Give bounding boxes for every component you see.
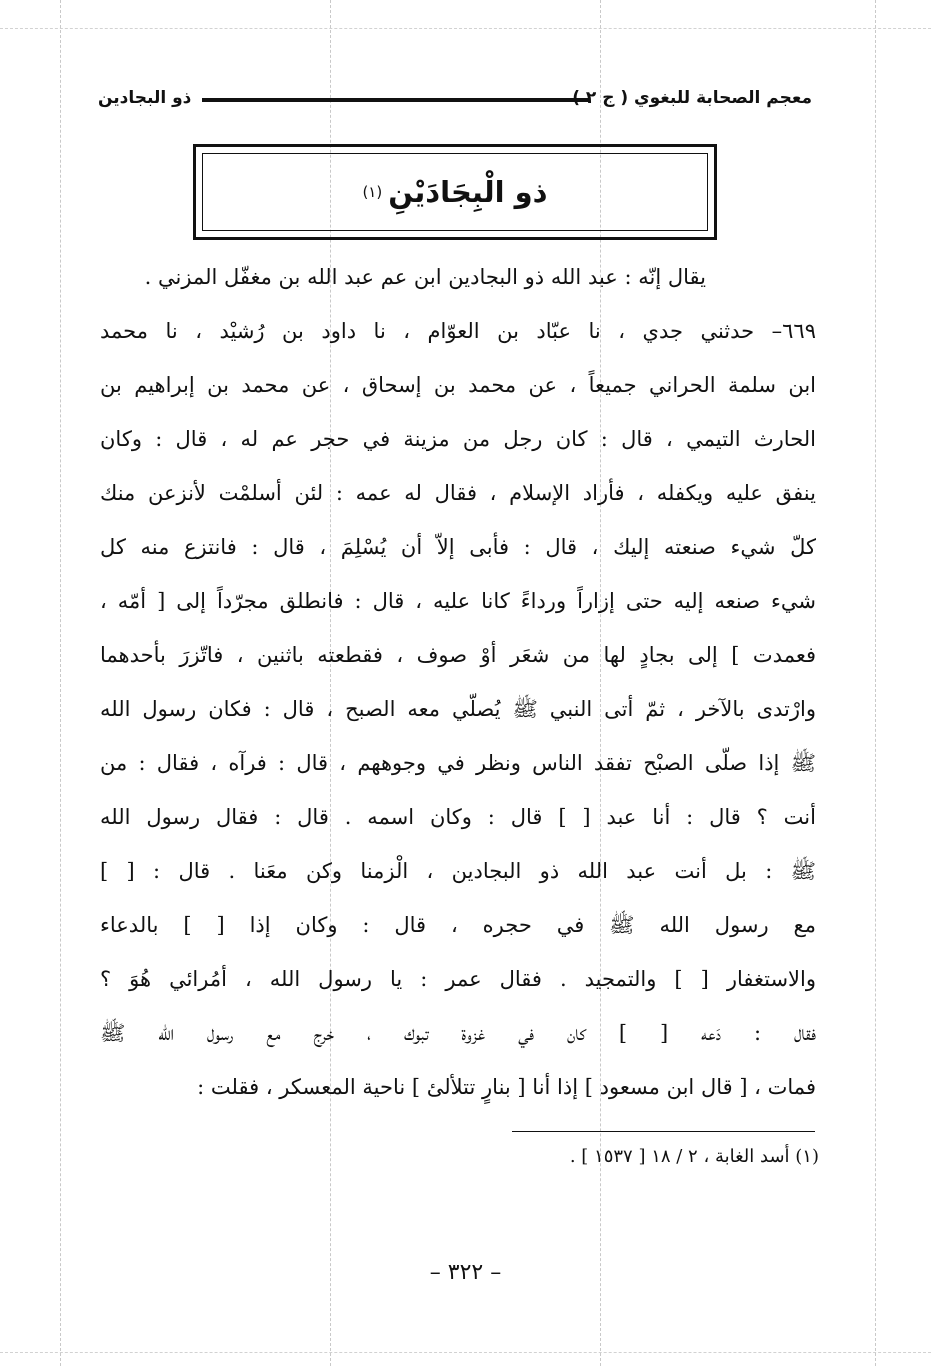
- text-line: الحارث التيمي ، قال : كان رجل من مزينة في حجر عم له ، قال : وكان: [100, 427, 816, 451]
- entry-title: ذو الْبِجَادَيْنِ: [388, 175, 548, 209]
- text-line: كلّ شيء صنعته إليك ، قال : فأبى إلاّ أن يُسْلِمَ ، قال : فانتزع منه كل: [100, 535, 816, 559]
- header-rule: [202, 98, 590, 102]
- scan-gridline: [60, 0, 61, 1366]
- text-line: ينفق عليه ويكفله ، فأراد الإسلام ، فقال له عمه : لئن أسلمْت لأنزعن منك: [100, 481, 816, 505]
- text-line: ﷺ : بل أنت عبد الله ذو البجادين ، الْزمنا وكن معَنا . قال : [ ]: [100, 859, 816, 883]
- footnote-marker: (١): [362, 183, 383, 201]
- body-text: [100, 250, 816, 1114]
- text-line: والاستغفار [ ] والتمجيد . فقال عمر : يا رسول الله ، أمُرائي هُوَ ؟: [100, 967, 816, 991]
- book-title: معجم الصحابة للبغوي ( ج ٢ ): [572, 88, 812, 108]
- text-line: فقال : دَعه [ ] كان في غزوة تبوك ، خرج مع رسول الله ﷺ: [100, 1021, 816, 1045]
- text-line: ٦٦٩– حدثني جدي ، نا عبّاد بن العوّام ، نا داود بن رُشيْد ، نا محمد: [100, 319, 816, 343]
- running-header: [98, 88, 812, 122]
- text-line: يقال إنّه : عبد الله ذو البجادين ابن عم عبد الله بن مغفّل المزني .: [144, 265, 706, 289]
- footnote-rule: [512, 1131, 815, 1132]
- scan-gridline: [0, 1352, 931, 1353]
- text-line: فعمدت ] إلى بجادٍ لها من شعَر أوْ صوف ، فقطعته باثنين ، فاتّزرَ بأحدهما: [100, 643, 816, 667]
- section-title: ذو البجادين: [98, 88, 192, 108]
- entry-title-box: [193, 144, 717, 240]
- text-line: مع رسول الله ﷺ في حجره ، قال : وكان إذا [ ] بالدعاء: [100, 913, 816, 937]
- text-line: أنت ؟ قال : أنا عبد [ ] قال : وكان اسمه . قال : فقال رسول الله: [100, 805, 816, 829]
- footnote: (١) أسد الغابة ، ٢ / ١٨ [ ١٥٣٧ ] .: [569, 1146, 819, 1167]
- entry-title-frame: [202, 153, 708, 231]
- text-line: ﷺ إذا صلّى الصبْح تفقد الناس ونظر في وجوههم ، قال : فرآه ، فقال : من: [100, 751, 816, 775]
- text-line: فمات ، [ قال ابن مسعود ] إذا أنا [ بنارٍ تتلألئ ] ناحية المعسكر ، فقلت :: [197, 1075, 816, 1099]
- text-line: شيء صنعه إليه حتى إزاراً ورداءً كانا عليه ، قال : فانطلق مجرّداً إلى [ أمّه ،: [100, 589, 816, 613]
- text-line: وارْتدى بالآخر ، ثمّ أتى النبي ﷺ يُصلّي معه الصبح ، قال : فكان رسول الله: [100, 697, 816, 721]
- text-line: ابن سلمة الحراني جميعاً ، عن محمد بن إسحاق ، عن محمد بن إبراهيم بن: [100, 373, 816, 397]
- scan-gridline: [0, 28, 931, 29]
- page-number: – ٣٢٢ –: [429, 1260, 502, 1285]
- scan-gridline: [875, 0, 876, 1366]
